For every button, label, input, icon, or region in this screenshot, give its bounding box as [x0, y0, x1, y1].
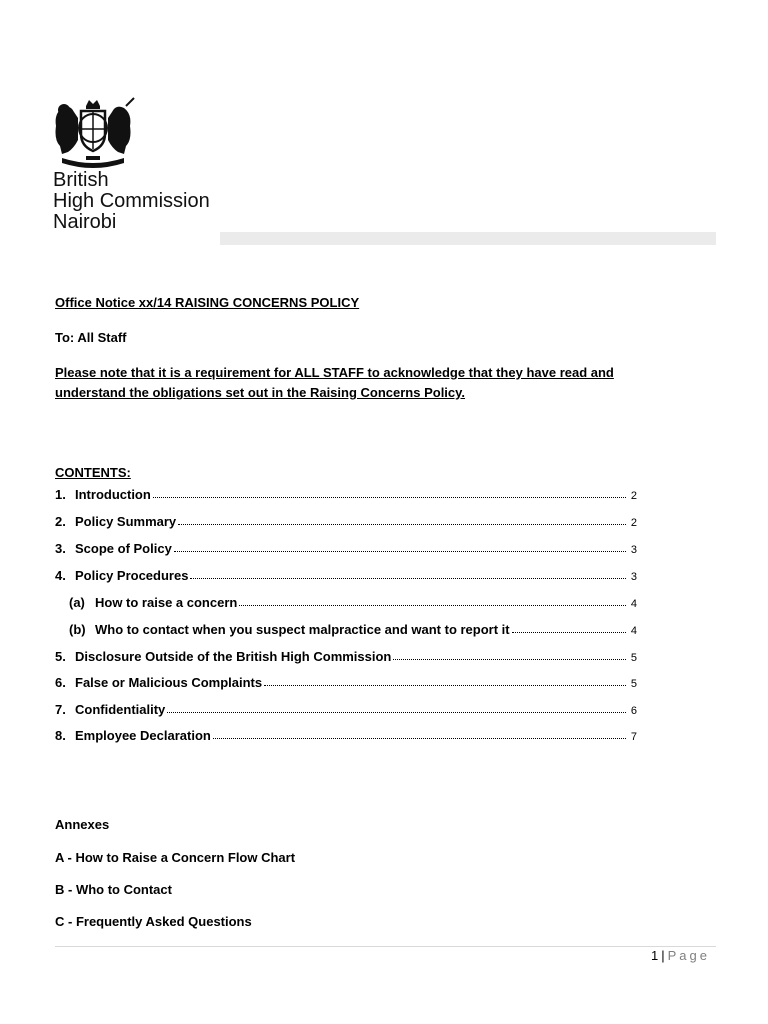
page-number: 1	[651, 948, 659, 963]
toc-leader-dots	[167, 711, 626, 713]
annex-item: A - How to Raise a Concern Flow Chart	[55, 850, 296, 865]
toc-number: 4.	[55, 568, 66, 583]
organization-name	[53, 170, 210, 233]
toc-leader-dots	[153, 496, 626, 498]
toc-entry-false-or-malicious-complaints[interactable]	[55, 672, 637, 690]
org-line-3: Nairobi	[53, 211, 117, 233]
toc-number: 5.	[55, 649, 66, 664]
toc-label: How to raise a concern	[95, 595, 238, 610]
toc-number: 1.	[55, 487, 66, 502]
toc-page-number: 5	[630, 652, 637, 664]
recipient-line: To: All Staff	[55, 330, 127, 345]
toc-number: 3.	[55, 541, 66, 556]
toc-page-number: 3	[630, 571, 637, 583]
toc-page-number: 7	[630, 731, 637, 743]
toc-number: (a)	[69, 595, 85, 610]
toc-entry-policy-summary[interactable]	[55, 511, 637, 529]
toc-number: (b)	[69, 622, 86, 637]
toc-label: False or Malicious Complaints	[75, 675, 263, 690]
toc-page-number: 4	[630, 625, 637, 637]
org-line-2: High Commission	[53, 190, 210, 212]
header-divider-band	[220, 232, 716, 245]
toc-page-number: 2	[630, 517, 637, 529]
toc-entry-scope-of-policy[interactable]	[55, 538, 637, 556]
toc-label: Employee Declaration	[75, 728, 211, 743]
toc-page-number: 4	[630, 598, 637, 610]
footer-divider	[55, 946, 716, 947]
annex-item: C - Frequently Asked Questions	[55, 914, 252, 929]
annexes-heading: Annexes	[55, 817, 110, 832]
toc-leader-dots	[174, 550, 626, 552]
royal-coat-of-arms-logo	[48, 96, 138, 170]
requirement-statement: Please note that it is a requirement for ALL STAFF to acknowledge that they have read and understand the obligations set out in the Raising Concerns Policy.	[55, 365, 614, 400]
toc-label: Policy Summary	[75, 514, 177, 529]
toc-number: 7.	[55, 702, 66, 717]
toc-label: Who to contact when you suspect malpractice and want to report it	[95, 622, 510, 637]
toc-leader-dots	[190, 577, 626, 579]
toc-entry-policy-procedures[interactable]	[55, 565, 637, 583]
toc-page-number: 3	[630, 544, 637, 556]
toc-page-number: 6	[630, 705, 637, 717]
annex-item: B - Who to Contact	[55, 882, 172, 897]
toc-leader-dots	[512, 631, 626, 633]
page-footer	[651, 948, 710, 963]
toc-leader-dots	[264, 684, 626, 686]
toc-number: 8.	[55, 728, 66, 743]
toc-page-number: 2	[630, 490, 637, 502]
toc-entry-disclosure-outside[interactable]	[55, 646, 637, 664]
toc-entry-employee-declaration[interactable]	[55, 725, 637, 743]
toc-entry-confidentiality[interactable]	[55, 699, 637, 717]
toc-entry-introduction[interactable]	[55, 484, 637, 502]
notice-title: Office Notice xx/14 RAISING CONCERNS POLICY	[55, 295, 360, 310]
toc-label: Disclosure Outside of the British High Commission	[75, 649, 392, 664]
toc-leader-dots	[239, 604, 626, 606]
footer-separator: |	[661, 948, 665, 963]
toc-label: Introduction	[75, 487, 151, 502]
toc-number: 6.	[55, 675, 66, 690]
toc-number: 2.	[55, 514, 66, 529]
toc-leader-dots	[178, 523, 626, 525]
contents-heading: CONTENTS:	[55, 465, 131, 480]
toc-entry-how-to-raise-a-concern[interactable]	[69, 592, 637, 610]
toc-page-number: 5	[630, 678, 637, 690]
toc-leader-dots	[213, 737, 626, 739]
toc-label: Policy Procedures	[75, 568, 189, 583]
org-line-1: British	[53, 169, 109, 191]
toc-label: Scope of Policy	[75, 541, 172, 556]
toc-entry-who-to-contact[interactable]	[69, 619, 637, 637]
toc-leader-dots	[393, 658, 626, 660]
page-word: Page	[667, 948, 710, 963]
toc-label: Confidentiality	[75, 702, 166, 717]
